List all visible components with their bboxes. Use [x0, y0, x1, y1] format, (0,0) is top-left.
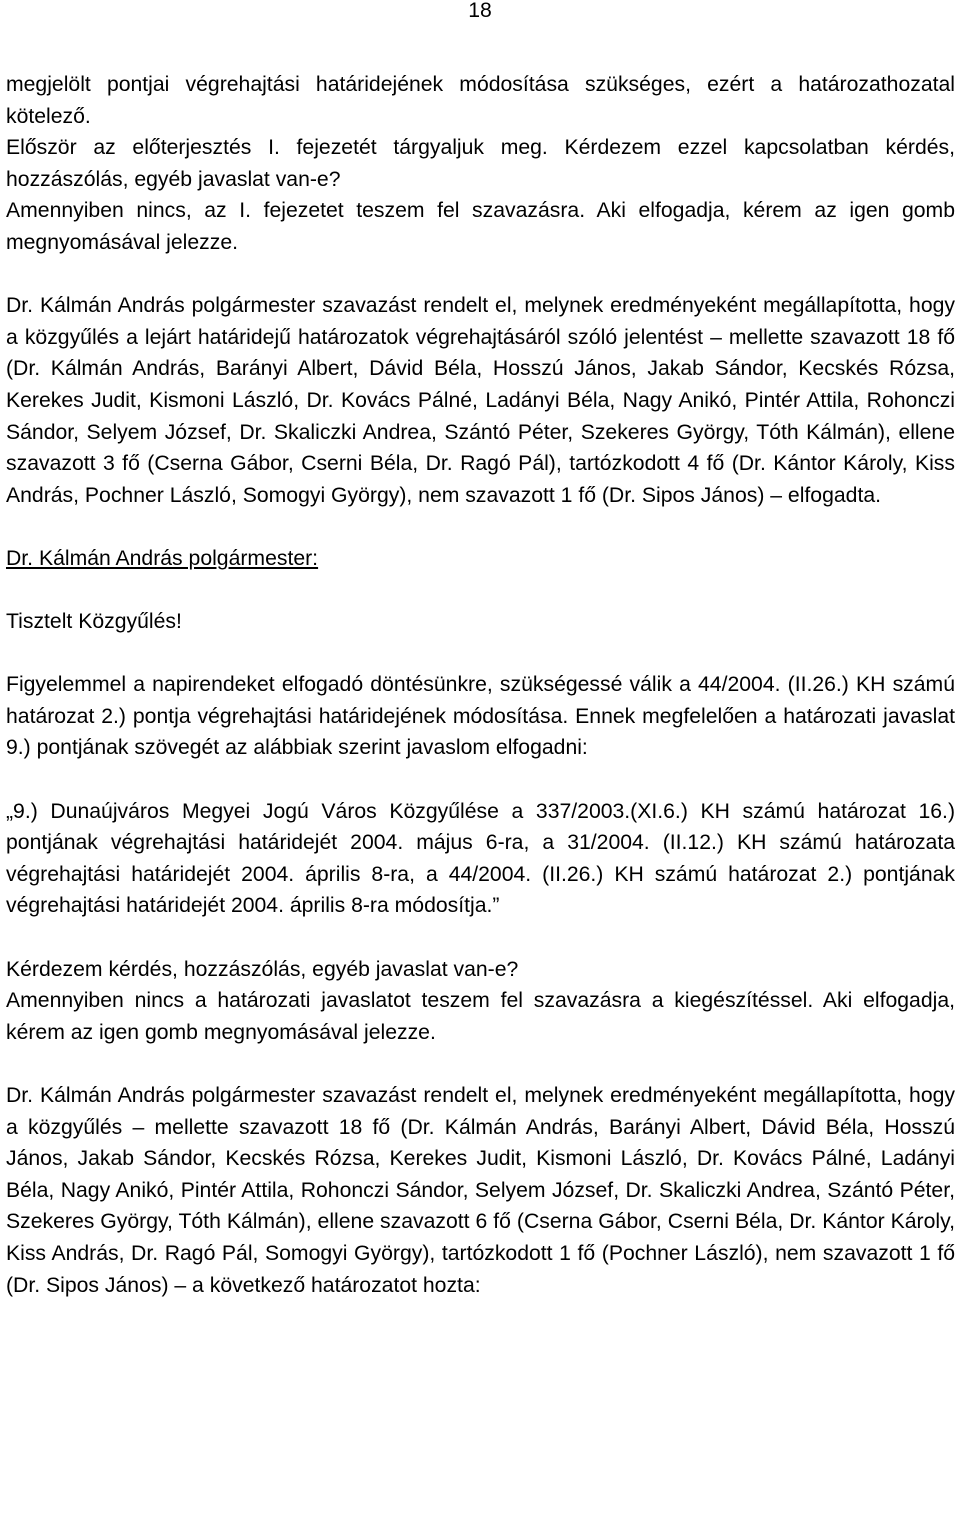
paragraph-vote-call: Amennyiben nincs, az I. fejezetet teszem fel szavazásra. Aki elfogadja, kérem az igen gomb megnyomásával jelezze.: [6, 199, 955, 254]
salutation: Tisztelt Közgyűlés!: [6, 610, 182, 634]
paragraph-continuation: megjelölt pontjai végrehajtási határidejének módosítása szükséges, ezért a határozathozatal kötelező.: [6, 73, 955, 128]
paragraph-first-chapter: Először az előterjesztés I. fejezetét tárgyaljuk meg. Kérdezem ezzel kapcsolatban kérdés, hozzászólás, egyéb javaslat van-e?: [6, 136, 955, 191]
page-number: 18: [468, 0, 492, 22]
paragraph-vote-result: Dr. Kálmán András polgármester szavazást rendelt el, melynek eredményeként megállapította, hogy a közgyűlés a lejárt határidejű határozatok végrehajtásáról szóló jelentést – mellette szavazott 18 fő (Dr. Kálmán András, Barányi Albert, Dávid Béla, Hosszú János, Jakab Sándor, Kecskés Rózsa, Kerekes Judit, Kismoni László, Dr. Kovács Pálné, Ladányi Béla, Nagy Anikó, Pintér Attila, Rohonczi Sándor, Selyem József, Dr. Skaliczki Andrea, Szántó Péter, Szekeres György, Tóth Kálmán), ellene szavazott 3 fő (Cserna Gábor, Cserni Béla, Dr. Ragó Pál), tartózkodott 4 fő (Dr. Kántor Károly, Kiss András, Pochner László, Somogyi György), nem szavazott 1 fő (Dr. Sipos János) – elfogadta.: [6, 294, 955, 507]
speaker-heading: Dr. Kálmán András polgármester:: [6, 546, 319, 570]
paragraph-vote-call-amended: Amennyiben nincs a határozati javaslatot teszem fel szavazásra a kiegészítéssel. Aki elfogadja, kérem az igen gomb megnyomásával jelezze.: [6, 989, 955, 1044]
paragraph-resolution-quote: „9.) Dunaújváros Megyei Jogú Város Közgyűlése a 337/2003.(XI.6.) KH számú határozat 16.) pontjának végrehajtási határidejét 2004. május 6-ra, a 31/2004. (II.12.) KH számú határozata végrehajtási határidejét 2004. április 8-ra, a 44/2004. (II.26.) KH számú határozat 2.) pontjának végrehajtási határidejét 2004. április 8-ra módosítja.”: [6, 799, 955, 918]
document-body: [6, 69, 955, 1301]
paragraph-question: Kérdezem kérdés, hozzászólás, egyéb javaslat van-e?: [6, 957, 519, 981]
paragraph-proposal: Figyelemmel a napirendeket elfogadó döntésünkre, szükségessé válik a 44/2004. (II.26.) KH számú határozat 2.) pontja végrehajtási határidejének módosítása. Ennek megfelelően a határozati javaslat 9.) pontjának szövegét az alábbiak szerint javaslom elfogadni:: [6, 673, 955, 760]
paragraph-vote-result-final: Dr. Kálmán András polgármester szavazást rendelt el, melynek eredményeként megállapította, hogy a közgyűlés – mellette szavazott 18 fő (Dr. Kálmán András, Barányi Albert, Dávid Béla, Hosszú János, Jakab Sándor, Kecskés Rózsa, Kerekes Judit, Kismoni László, Dr. Kovács Pálné, Ladányi Béla, Nagy Anikó, Pintér Attila, Rohonczi Sándor, Selyem József, Dr. Skaliczki Andrea, Szántó Péter, Szekeres György, Tóth Kálmán), ellene szavazott 6 fő (Cserna Gábor, Cserni Béla, Dr. Kántor Károly, Kiss András, Dr. Ragó Pál, Somogyi György), tartózkodott 1 fő (Pochner László), nem szavazott 1 fő (Dr. Sipos János) – a következő határozatot hozta:: [6, 1084, 955, 1297]
